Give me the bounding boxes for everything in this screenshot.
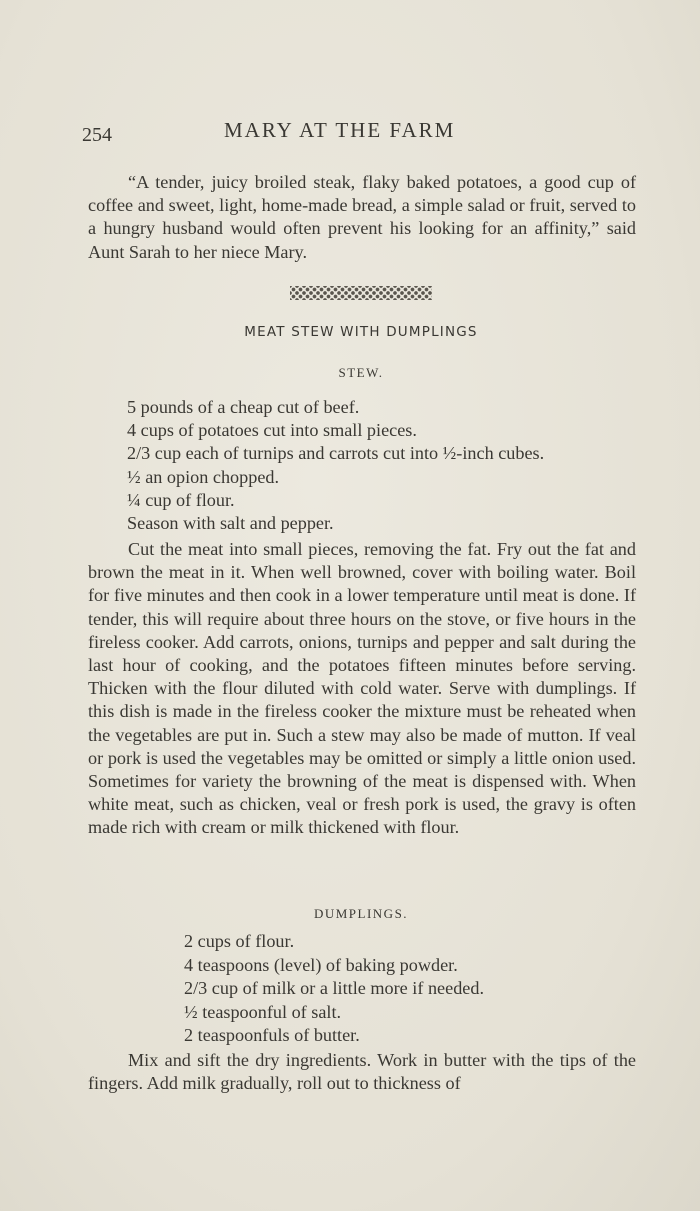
stew-directions [88,538,636,840]
running-title: MARY AT THE FARM [224,118,456,142]
stew-directions-text: Cut the meat into small pieces, removing the fat. Fry out the fat and brown the meat in it. When well browned, cover with boiling water. Boil for five minutes and then cook in a lower temperature until meat is done. If tender, this will require about three hours on the stove, or five hours in the fireless cooker. Add carrots, onions, turnips and pepper and salt during the last hour of cooking, and the potatoes fifteen minutes before serving. Thicken with the flour diluted with cold water. Serve with dumplings. If this dish is made in the fireless cooker the mixture must be reheated when the vegetables are put in. Such a stew may also be made of mutton. If veal or pork is used the vegetables may be omitted or simply a little onion used. Sometimes for variety the browning of the meat is dispensed with. When white meat, such as chicken, veal or fresh pork is used, the gravy is often made rich with cream or milk thickened with flour. [88,539,636,838]
list-item: 4 teaspoons (level) of baking powder. [184,954,458,975]
list-item: ½ an opion chopped. [127,466,280,487]
list-item: ½ teaspoonful of salt. [184,1001,342,1022]
list-item: 2 teaspoonfuls of butter. [184,1025,360,1045]
stew-ingredient-list [127,396,544,535]
running-head [82,118,642,150]
stew-heading: STEW. [338,365,384,380]
intro-paragraph [88,171,636,264]
list-item: 2/3 cup of milk or a little more if needed. [184,978,485,998]
list-item: 2 cups of flour. [184,931,295,951]
page-number: 254 [82,124,112,146]
dumplings-ingredient-list [184,930,484,1048]
list-item: ¼ cup of flour. [127,489,235,510]
list-item: 5 pounds of a cheap cut of beef. [127,397,360,417]
decorative-ornament-divider [290,286,432,300]
list-item: Season with salt and pepper. [127,513,334,534]
dumplings-directions-text: Mix and sift the dry ingredients. Work in butter with the tips of the fingers. Add milk gradually, roll out to thickness of [88,1050,636,1094]
recipe-title: MEAT STEW WITH DUMPLINGS [244,324,478,340]
list-item: 2/3 cup each of turnips and carrots cut into ½-inch cubes. [127,443,545,464]
intro-quote: “A tender, juicy broiled steak, flaky baked potatoes, a good cup of coffee and sweet, light, home-made bread, a simple salad or fruit, served to a hungry husband would often prevent his looking for an affinity,” said Aunt Sarah to her niece Mary. [88,172,636,262]
dumplings-directions [88,1049,636,1095]
list-item: 4 cups of potatoes cut into small pieces. [127,420,417,441]
dumplings-heading: DUMPLINGS. [313,906,409,921]
